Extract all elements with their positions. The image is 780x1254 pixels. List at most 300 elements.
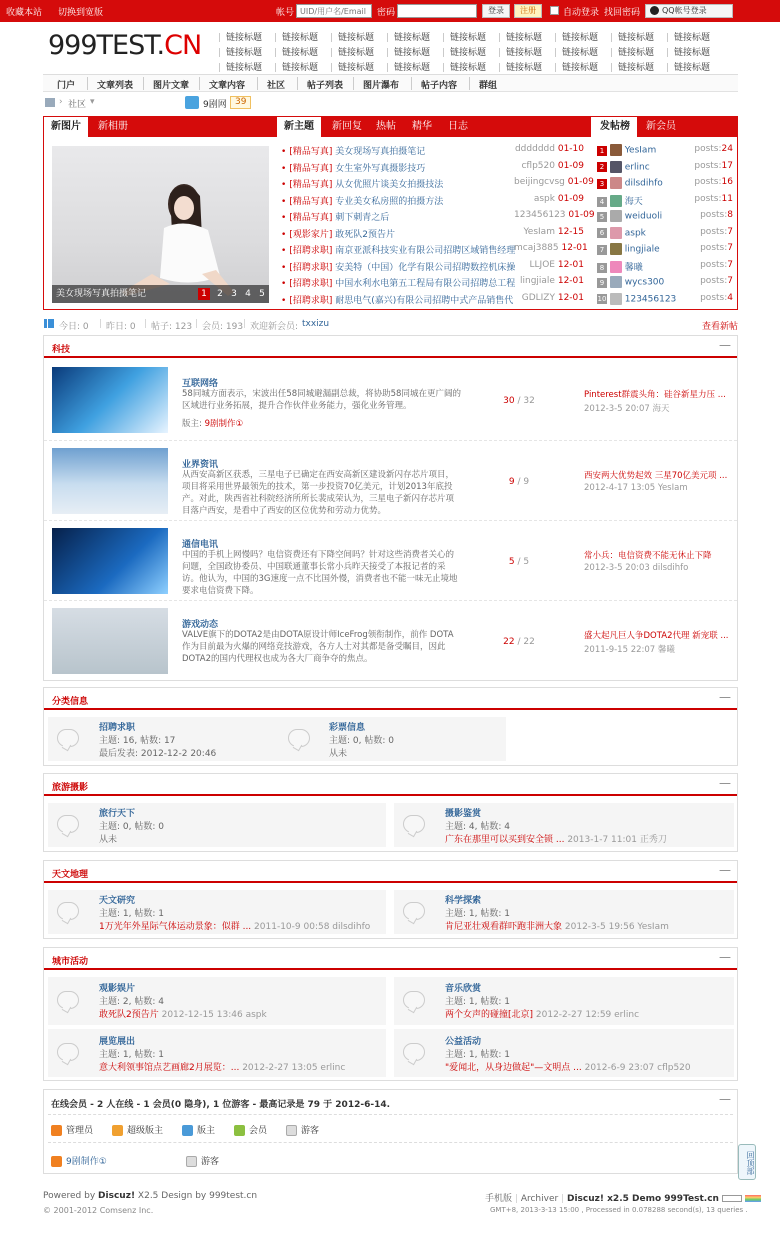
header-link[interactable]: | 链接标题 — [498, 45, 542, 58]
section-title: 科技 — [52, 345, 71, 355]
forum-thumbnail[interactable] — [52, 448, 168, 514]
collapse-icon[interactable]: — — [719, 1092, 731, 1106]
rank-user[interactable]: 馨曦 — [624, 262, 643, 273]
nav-thread-list[interactable]: 帖子列表 — [307, 81, 344, 91]
account-label: 帐号 — [276, 8, 295, 18]
rank-user[interactable]: weiduoli — [624, 211, 663, 222]
thread-meta — [514, 243, 588, 257]
section-online — [43, 1089, 738, 1174]
online-guest: 游客 — [201, 1157, 220, 1167]
header-link[interactable]: | 链接标题 — [442, 30, 486, 43]
rank-row[interactable] — [597, 194, 733, 208]
forum-name[interactable]: 摄影鉴赏 — [445, 809, 482, 819]
forum-post-count: 22 — [523, 637, 535, 647]
forgot-password-link[interactable]: 找回密码 — [604, 8, 641, 18]
avatar[interactable] — [610, 161, 622, 173]
slide-page-5[interactable]: 5 — [259, 289, 265, 299]
legend-mod: 版主 — [197, 1126, 216, 1136]
thread-category[interactable]: [精品写真] — [289, 163, 333, 174]
forum-stat: 主题: 1, 帖数: 1 — [99, 1050, 164, 1060]
header-link[interactable]: | 链接标题 — [610, 60, 654, 73]
rank-user[interactable]: dilsdihfo — [624, 178, 663, 189]
thread-author[interactable]: LLJOE — [529, 259, 555, 270]
forum-last-meta: 2012-4-17 13:05 YesIam — [584, 483, 688, 493]
rank-number: 3 — [597, 179, 607, 189]
thread-category[interactable]: [精品写真] — [289, 213, 333, 223]
posts-label: posts: — [694, 177, 722, 187]
thread-date: 12-01 — [557, 259, 584, 270]
tab-digest[interactable]: 精华 — [412, 121, 432, 132]
thread-category[interactable]: [招聘求职] — [289, 262, 333, 273]
thread-title[interactable]: 耐思电气(嘉兴)有限公司招聘中式产品销售代 — [335, 295, 514, 306]
thread-date: 12-01 — [561, 243, 588, 253]
footer-links: 手机版 | Archiver | Discuz! x2.5 Demo 999Test.cn — [485, 1191, 761, 1204]
header-link[interactable]: | 链接标题 — [498, 30, 542, 43]
rank-user[interactable]: aspk — [624, 228, 646, 238]
rank-row[interactable] — [597, 227, 733, 241]
rank-posts: 11 — [721, 193, 733, 204]
forum-name[interactable]: 科学探索 — [445, 896, 482, 906]
rank-posts: 4 — [727, 292, 733, 303]
header-link[interactable]: | 链接标题 — [386, 30, 430, 43]
section-classified — [43, 687, 738, 766]
crumb-sep-icon: › — [59, 97, 63, 107]
thread-date: 12-01 — [557, 276, 584, 286]
forum-bubble-icon — [57, 1043, 79, 1061]
thread-title[interactable]: 美女现场写真拍摄笔记 — [335, 147, 426, 157]
forum-name[interactable]: 展览展出 — [99, 1037, 136, 1047]
online-user-link[interactable]: 9剧制作① — [66, 1157, 107, 1167]
tab-new-members[interactable]: 新会员 — [646, 121, 676, 132]
cnzz-badge-icon[interactable] — [722, 1195, 742, 1202]
avatar[interactable] — [610, 276, 622, 288]
wide-switch-link[interactable]: 切换到宽版 — [58, 8, 104, 18]
slide-page-2[interactable]: 2 — [217, 289, 223, 299]
collapse-icon[interactable]: — — [719, 863, 731, 877]
bullet-icon: • — [281, 147, 287, 157]
posts-label: posts: — [700, 243, 728, 253]
rank-number: 7 — [597, 245, 607, 255]
rank-user[interactable]: erlinc — [624, 162, 650, 172]
rank-number: 10 — [597, 295, 607, 303]
forum-description: 中国的手机上网慢吗？电信资费还有下降空间吗？针对这些消费者关心的问题，全国政协委员、中国联通董事长常小兵昨天接受了本报记者的采访。他认为，中国的3G速度一点不比国外慢，消费者也不能一味无止境地要求电信资费下降。 — [182, 550, 458, 596]
thread-author[interactable]: beijingcvsg — [514, 177, 565, 187]
register-button[interactable]: 注册 — [514, 4, 542, 18]
home-icon[interactable] — [45, 98, 55, 107]
nav-article-list[interactable]: 文章列表 — [97, 81, 134, 91]
crumb-community[interactable]: 社区 — [68, 100, 87, 110]
thread-title[interactable]: 南京亚派科技实业有限公司招聘区域销售经理 — [335, 246, 516, 256]
forum-thread-count: 30 — [503, 396, 515, 406]
header-link[interactable]: | 链接标题 — [218, 45, 262, 58]
rank-posts: 7 — [727, 276, 733, 286]
thread-row[interactable] — [281, 276, 516, 290]
nav-portal[interactable]: 门户 — [57, 81, 76, 91]
tab-post-rank[interactable]: 发帖榜 — [593, 117, 637, 137]
header-link[interactable]: | 链接标题 — [274, 60, 318, 73]
nav-article-content[interactable]: 文章内容 — [209, 81, 246, 91]
top-bar — [0, 0, 780, 22]
thread-title[interactable]: 安美特（中国）化学有限公司招聘数控机床操 — [335, 262, 516, 273]
thread-row[interactable] — [281, 243, 516, 257]
thread-meta — [514, 260, 584, 274]
thread-date: 01-09 — [568, 210, 595, 220]
qq-login-label: QQ帐号登录 — [662, 6, 707, 15]
forum-bubble-icon — [57, 815, 79, 833]
featured-box — [43, 116, 738, 310]
forum-name[interactable]: 观影娱片 — [99, 984, 136, 994]
stats-welcome: 欢迎新会员: — [250, 322, 299, 332]
rank-row[interactable] — [597, 161, 733, 175]
forum-thumbnail[interactable] — [52, 528, 168, 594]
thread-author[interactable]: 123456123 — [514, 210, 566, 220]
avatar[interactable] — [610, 227, 622, 239]
tab-new-replies[interactable]: 新回复 — [332, 121, 362, 132]
rank-row[interactable] — [597, 144, 733, 158]
game-icon — [185, 96, 199, 109]
demo-link[interactable]: Discuz! x2.5 Demo 999Test.cn — [567, 1194, 719, 1204]
slide-page-3[interactable]: 3 — [231, 289, 237, 299]
section-tech — [43, 335, 738, 681]
moderator-label: 版主: — [182, 419, 202, 429]
header-link[interactable]: | 链接标题 — [330, 30, 374, 43]
tab-new-albums[interactable]: 新相册 — [98, 121, 128, 132]
forum-stat: 主题: 16, 帖数: 17 — [99, 736, 176, 746]
avatar[interactable] — [610, 261, 622, 273]
forum-stat: 主题: 1, 帖数: 1 — [445, 997, 510, 1007]
rank-user[interactable]: 123456123 — [624, 294, 677, 304]
forum-name[interactable]: 招聘求职 — [99, 723, 136, 733]
forum-thumbnail[interactable] — [52, 608, 168, 674]
nav-image-waterfall[interactable]: 图片瀑布 — [363, 81, 400, 91]
forum-row: 通信电讯 中国的手机上网慢吗？电信资费还有下降空间吗？针对这些消费者关心的问题，全国政协委员、中国联通董事长常小兵昨天接受了本报记者的采访。他认为，中国的3G速度一点不比国外慢，消费者也不能一味无止境地要求电信资费下降。 5 / 5 常小兵：电信资费不能无休止下降 2012-3-5 20:03 dilsdihfo — [44, 520, 737, 600]
site-badge-icon[interactable] — [745, 1195, 761, 1202]
nav-groups[interactable]: 群组 — [479, 81, 498, 91]
thread-title[interactable]: 刺下刺青之后 — [335, 213, 390, 223]
archiver-link[interactable]: Archiver — [520, 1194, 559, 1204]
forum-last-link[interactable]: 西安两大优势起效 三星70亿美元项 ... — [584, 471, 728, 481]
bullet-icon: • — [281, 163, 287, 174]
stats-yesterday: 昨日: 0 — [106, 322, 136, 332]
thread-row[interactable] — [281, 210, 513, 224]
mod-icon — [182, 1125, 193, 1136]
rank-row[interactable] — [597, 177, 733, 191]
thread-meta — [514, 194, 584, 208]
forum-last-meta: 2012-6-9 23:07 cflp520 — [584, 1063, 691, 1073]
view-new-posts-link[interactable]: 查看新帖 — [701, 322, 738, 332]
tab-hot[interactable]: 热帖 — [376, 121, 396, 132]
thread-title[interactable]: 敢死队2预告片 — [335, 229, 395, 240]
forum-thumbnail[interactable] — [52, 367, 168, 433]
stats-threads: 帖子: 123 — [151, 322, 193, 332]
forum-last-link[interactable]: 广东在那里可以买到安全锁 ... — [445, 835, 565, 845]
collapse-icon[interactable]: — — [719, 950, 731, 964]
super-mod-icon — [112, 1125, 123, 1136]
avatar[interactable] — [610, 195, 622, 207]
thread-row[interactable] — [281, 227, 513, 241]
header-link[interactable]: | 链接标题 — [554, 60, 598, 73]
stats-today: 今日: 0 — [59, 322, 89, 332]
rank-posts: 7 — [727, 226, 733, 237]
header-link[interactable]: | 链接标题 — [442, 45, 486, 58]
thread-date: 12-15 — [557, 226, 584, 237]
thread-author[interactable]: lingjiale — [519, 276, 555, 286]
header-link[interactable]: | 链接标题 — [218, 30, 262, 43]
avatar[interactable] — [610, 293, 622, 305]
forum-thread-count: 22 — [503, 637, 515, 647]
rank-row[interactable] — [597, 210, 733, 224]
bullet-icon: • — [281, 246, 287, 256]
bullet-icon: • — [281, 213, 287, 223]
thread-title[interactable]: 女生室外写真摄影技巧 — [335, 163, 426, 174]
forum-stat: 主题: 1, 帖数: 1 — [445, 909, 510, 919]
legend-member: 会员 — [249, 1126, 268, 1136]
avatar[interactable] — [610, 243, 622, 255]
header-link[interactable]: | 链接标题 — [274, 45, 318, 58]
thread-title[interactable]: 从女优照片谈美女拍摄技法 — [335, 180, 444, 190]
moderator-link[interactable]: 9剧制作① — [204, 419, 244, 429]
thread-category[interactable]: [招聘求职] — [289, 246, 333, 256]
forum-stat: 主题: 0, 帖数: 0 — [329, 736, 394, 746]
header-link[interactable]: | 链接标题 — [610, 30, 654, 43]
thread-meta — [514, 293, 584, 307]
rank-user[interactable]: YesIam — [624, 145, 657, 156]
header-link[interactable]: | 链接标题 — [218, 60, 262, 73]
posts-label: posts: — [700, 276, 728, 286]
header-link[interactable]: | 链接标题 — [330, 60, 374, 73]
header-link[interactable]: | 链接标题 — [610, 45, 654, 58]
forum-bubble-icon — [403, 815, 425, 833]
forum-bubble-icon — [57, 991, 79, 1009]
forum-last-link[interactable]: 意大利领事馆点艺画廊2月展览：... — [99, 1063, 240, 1073]
posts-label: posts: — [700, 210, 728, 220]
thread-meta — [514, 161, 584, 175]
avatar[interactable] — [610, 144, 622, 156]
thread-date: 01-09 — [557, 160, 584, 171]
password-input[interactable] — [397, 4, 477, 18]
forum-last-meta: 2011-9-15 22:07 馨曦 — [584, 645, 675, 655]
back-to-top-button[interactable]: 回顶部 — [738, 1144, 756, 1180]
thread-category[interactable]: [招聘求职] — [289, 295, 333, 306]
footer-copyright: © 2001-2012 Comsenz Inc. — [43, 1206, 154, 1215]
rank-number: 5 — [597, 212, 607, 222]
posts-label: posts: — [694, 144, 722, 154]
thread-author[interactable]: mcaj3885 — [514, 243, 559, 253]
favorite-link[interactable]: 收藏本站 — [6, 8, 43, 18]
bullet-icon: • — [281, 196, 287, 207]
thread-meta — [514, 210, 595, 224]
thread-date: 01-10 — [557, 144, 584, 154]
slide-page-4[interactable]: 4 — [245, 289, 251, 299]
posts-label: posts: — [694, 160, 722, 171]
forum-post-count: 32 — [523, 396, 535, 406]
forum-last-meta: 2012-3-5 20:07 海天 — [584, 404, 670, 414]
forum-last-meta: 2011-10-9 00:58 dilsdihfo — [254, 922, 371, 932]
rank-user[interactable]: wycs300 — [624, 277, 665, 288]
crumb-count-badge: 39 — [230, 96, 251, 109]
thread-row[interactable] — [281, 260, 516, 274]
nav-community[interactable]: 社区 — [267, 81, 286, 91]
thread-title[interactable]: 中国水利水电第五工程局有限公司招聘总工程 — [335, 279, 516, 289]
rank-number: 9 — [597, 278, 607, 288]
thread-row[interactable] — [281, 144, 513, 158]
forum-name[interactable]: 音乐欣赏 — [445, 984, 482, 994]
tab-new-images[interactable]: 新图片 — [44, 117, 88, 137]
forum-name[interactable]: 天文研究 — [99, 896, 136, 906]
forum-name[interactable]: 游戏动态 — [182, 620, 219, 630]
tab-blog[interactable]: 日志 — [448, 121, 468, 132]
account-input[interactable] — [296, 4, 372, 18]
thread-author[interactable]: GDLIZY — [521, 292, 555, 303]
forum-last-link[interactable]: 常小兵：电信资费不能无休止下降 — [584, 551, 712, 561]
forum-bubble-icon — [403, 1043, 425, 1061]
forum-last-link[interactable]: 盛大起凡巨人争DOTA2代理 新宠联 ... — [584, 631, 729, 641]
section-city — [43, 947, 738, 1081]
thread-author[interactable]: ddddddd — [514, 144, 555, 154]
rank-row[interactable] — [597, 276, 733, 290]
rank-row[interactable] — [597, 243, 733, 257]
admin-icon — [51, 1125, 62, 1136]
forum-last-link[interactable]: 肯尼亚壮观看群吓跑非洲大象 — [445, 922, 563, 932]
forum-last-meta: 2012-3-5 19:56 YesIam — [564, 922, 669, 932]
forum-post-count: 5 — [523, 557, 530, 567]
powered-text: Powered by — [43, 1191, 96, 1201]
thread-row[interactable] — [281, 293, 513, 307]
member-icon — [234, 1125, 245, 1136]
bullet-icon: • — [281, 229, 287, 240]
collapse-icon[interactable]: — — [719, 690, 731, 704]
nav-thread-content[interactable]: 帖子内容 — [421, 81, 458, 91]
login-button[interactable]: 登录 — [482, 4, 510, 18]
thread-row[interactable] — [281, 177, 513, 191]
forum-name[interactable]: 业界资讯 — [182, 460, 219, 470]
bullet-icon: • — [281, 295, 287, 306]
posts-label: posts: — [700, 292, 728, 303]
forum-bubble-icon — [403, 991, 425, 1009]
tab-new-threads[interactable]: 新主题 — [277, 117, 321, 137]
slide-caption[interactable]: 美女现场写真拍摄笔记 — [56, 289, 147, 299]
thread-date: 12-01 — [557, 292, 584, 303]
header-link[interactable]: | 链接标题 — [666, 60, 710, 73]
forum-last-meta: 2012-2-27 12:59 erlinc — [535, 1010, 640, 1020]
rank-number: 2 — [597, 162, 607, 172]
header-link[interactable]: | 链接标题 — [554, 45, 598, 58]
legend-guest: 游客 — [301, 1126, 320, 1136]
thread-row[interactable] — [281, 194, 513, 208]
forum-last-link[interactable]: 敢死队2预告片 — [99, 1010, 159, 1020]
thread-meta — [514, 276, 584, 290]
rank-number: 6 — [597, 228, 607, 238]
forum-last-link[interactable]: "爱闻北，从身边做起"—文明点 ... — [445, 1063, 582, 1073]
rank-user[interactable]: 海天 — [624, 196, 643, 207]
forum-last-link[interactable]: 两个女声的碰撞[北京] — [445, 1010, 534, 1020]
forum-stat: 主题: 1, 帖数: 1 — [445, 1050, 510, 1060]
chevron-down-icon[interactable]: ▾ — [90, 97, 95, 107]
header-link[interactable]: | 链接标题 — [554, 30, 598, 43]
collapse-icon[interactable]: — — [719, 776, 731, 790]
thread-author[interactable]: cflp520 — [521, 160, 555, 171]
posts-label: posts: — [700, 226, 728, 237]
rank-posts: 8 — [727, 210, 733, 220]
forum-last-link[interactable]: 1万光年外星际气体运动景象：似群 ... — [99, 922, 252, 932]
header-link[interactable]: | 链接标题 — [274, 30, 318, 43]
forum-stat: 主题: 1, 帖数: 1 — [99, 909, 164, 919]
avatar[interactable] — [610, 177, 622, 189]
online-title: 在线会员 - 2 人在线 - 1 会员(0 隐身), 1 位游客 - 最高记录是 79 于 2012-6-14. — [51, 1100, 391, 1110]
forum-thread-count: 5 — [508, 557, 515, 567]
thread-category[interactable]: [精品写真] — [289, 180, 333, 190]
autologin-checkbox[interactable] — [550, 6, 559, 15]
avatar[interactable] — [610, 210, 622, 222]
thread-author[interactable]: aspk — [533, 193, 555, 204]
logo-main: 999TEST. — [48, 30, 165, 61]
design-text: X2.5 Design by 999test.cn — [137, 1191, 258, 1201]
logo-cn: CN — [164, 30, 202, 61]
forum-name[interactable]: 公益活动 — [445, 1037, 482, 1047]
legend-admin: 管理员 — [66, 1126, 94, 1136]
guest-icon — [286, 1125, 297, 1136]
discuz-link[interactable]: Discuz! — [98, 1191, 136, 1201]
slide-page-1[interactable]: 1 — [198, 288, 210, 300]
forum-row: 游戏动态 VALVE旗下的DOTA2是由DOTA原设计师IceFrog领衔制作，前作 DOTA 作为目前最为火爆的网络竞技游戏，各方人士对其都是备受瞩目，因此DOTA2的国内代理权也成为各大厂商争夺的焦点。 22 / 22 盛大起凡巨人争DOTA2代理 新宠联 ... 2011-9-15 22:07 馨曦 — [44, 600, 737, 680]
thread-author[interactable]: YesIam — [523, 226, 555, 237]
header-link[interactable]: | 链接标题 — [386, 45, 430, 58]
collapse-icon[interactable]: — — [719, 338, 731, 352]
forum-last-link[interactable]: Pinterest群震头角：硅谷新星力压 ... — [584, 390, 726, 400]
slide-image[interactable] — [52, 146, 269, 303]
mobile-link[interactable]: 手机版 — [485, 1194, 513, 1204]
site-logo[interactable] — [48, 30, 201, 61]
crumb-game[interactable]: 9剧网 — [203, 100, 227, 110]
forum-name[interactable]: 互联网络 — [182, 379, 219, 389]
thread-category[interactable]: [观影家片] — [289, 229, 333, 240]
header-link[interactable]: | 链接标题 — [330, 45, 374, 58]
section-travel — [43, 773, 738, 852]
thread-row[interactable] — [281, 161, 513, 175]
forum-name[interactable]: 通信电讯 — [182, 540, 219, 550]
forum-bubble-icon — [288, 729, 310, 747]
rank-user[interactable]: lingjiale — [624, 244, 660, 255]
bullet-icon: • — [281, 279, 287, 289]
header-link[interactable]: | 链接标题 — [498, 60, 542, 73]
header-link[interactable]: | 链接标题 — [666, 45, 710, 58]
nav-image-article[interactable]: 图片文章 — [153, 81, 190, 91]
stats-new-member[interactable]: txxizu — [302, 319, 330, 329]
stats-members: 会员: 193 — [202, 322, 244, 332]
forum-last[interactable]: 最后发表: 2012-12-2 20:46 — [99, 749, 217, 759]
qq-login-button[interactable] — [645, 4, 733, 18]
rank-row[interactable] — [597, 293, 733, 307]
thread-category[interactable]: [精品写真] — [289, 196, 333, 207]
header-link[interactable]: | 链接标题 — [442, 60, 486, 73]
rank-row[interactable] — [597, 260, 733, 274]
thread-category[interactable]: [精品写真] — [289, 147, 333, 157]
rank-posts: 7 — [727, 259, 733, 270]
thread-category[interactable]: [招聘求职] — [289, 279, 333, 289]
rank-posts: 16 — [721, 177, 733, 187]
forum-post-count: 9 — [523, 477, 530, 487]
forum-name[interactable]: 彩票信息 — [329, 723, 366, 733]
qq-icon — [650, 6, 659, 15]
forum-last-meta: 2012-2-27 13:05 erlinc — [242, 1063, 346, 1073]
forum-name[interactable]: 旅行天下 — [99, 809, 136, 819]
thread-title[interactable]: 专业美女私房照的拍摄方法 — [335, 196, 444, 207]
rank-number: 8 — [597, 263, 607, 273]
header-link[interactable]: | 链接标题 — [666, 30, 710, 43]
forum-description: 从西安高新区获悉，三星电子已确定在西安高新区建设新闪存芯片项目，项目将采用世界最领先的技术，第一步投资70亿美元，计划2013年底投产。对此，陕西省社科院经济所所长裴成荣认为，三星电子新闪存芯片项目落户西安，是看中了西安的区位优势和劳动力优势。 — [182, 470, 455, 516]
section-astro — [43, 860, 738, 939]
header-link[interactable]: | 链接标题 — [386, 60, 430, 73]
